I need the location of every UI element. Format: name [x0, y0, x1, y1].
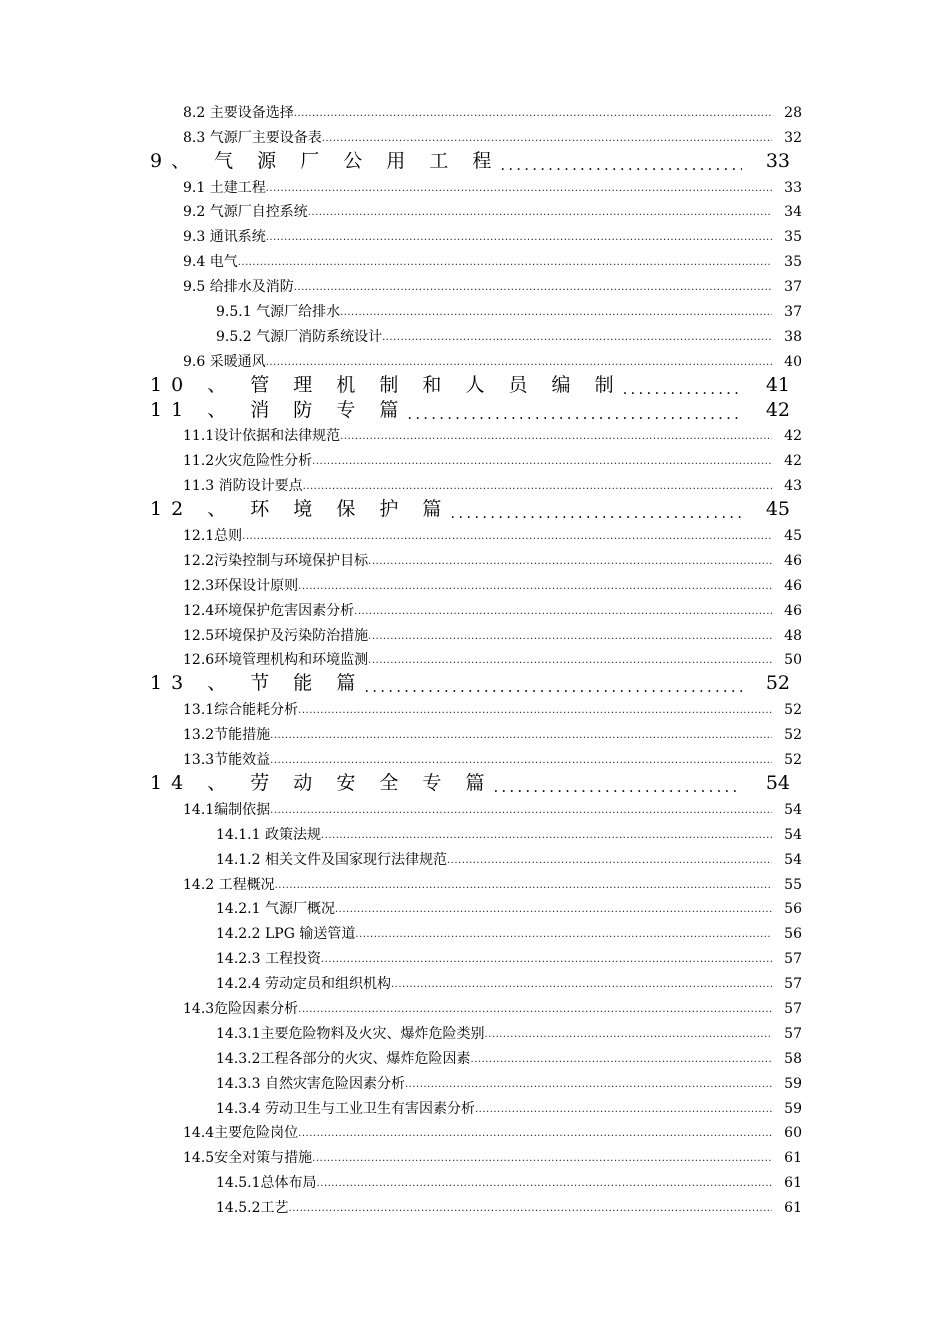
toc-entry [0, 547, 950, 572]
toc-entry-page-number: 52 [784, 752, 802, 769]
toc-entry [0, 447, 950, 472]
toc-entry [0, 1120, 950, 1145]
toc-entry-title: 9.2 气源厂自控系统 [183, 204, 308, 221]
toc-entry-page-number: 33 [784, 179, 802, 196]
toc-dot-leader [322, 133, 772, 149]
toc-entry [0, 597, 950, 622]
toc-entry-page-number: 45 [765, 498, 790, 521]
toc-dot-leader [321, 954, 772, 970]
toc-entry-title: 14.3.4 劳动卫生与工业卫生有害因素分析 [216, 1100, 475, 1117]
toc-entry [0, 671, 950, 696]
toc-entry-title: 9.5.1 气源厂给排水 [216, 304, 341, 321]
toc-entry-page-number: 54 [784, 801, 802, 818]
toc-entry-page-number: 46 [784, 577, 802, 594]
toc-entry-title: 14.3.1主要危险物料及火灾、爆炸危险类别 [216, 1025, 485, 1042]
toc-dot-leader [475, 1104, 772, 1120]
toc-entry-title: 14 、 劳 动 安 全 专 篇 [150, 771, 494, 794]
toc-entry-page-number: 46 [784, 602, 802, 619]
toc-dot-leader [266, 183, 772, 199]
toc-entry-title: 9.5.2 气源厂消防系统设计 [216, 328, 383, 345]
toc-entry-title: 9.6 采暖通风 [183, 353, 266, 370]
toc-entry [0, 771, 950, 796]
toc-entry [0, 746, 950, 771]
toc-entry [0, 1095, 950, 1120]
toc-dot-leader [447, 855, 772, 871]
toc-entry-page-number: 59 [784, 1075, 802, 1092]
toc-dot-leader [298, 1004, 772, 1020]
toc-dot-leader [368, 655, 772, 671]
toc-entry [0, 1045, 950, 1070]
table-of-contents [0, 99, 950, 1219]
toc-entry-page-number: 48 [784, 627, 802, 644]
toc-dot-leader [238, 257, 772, 273]
toc-entry-title: 14.5.2工艺 [216, 1200, 289, 1217]
toc-dot-leader [312, 1153, 772, 1169]
toc-entry-page-number: 42 [765, 398, 790, 421]
toc-entry-page-number: 54 [784, 826, 802, 843]
toc-dot-leader [242, 531, 772, 547]
toc-entry [0, 199, 950, 224]
toc-entry-title: 12.2污染控制与环境保护目标 [183, 552, 369, 569]
toc-entry [0, 622, 950, 647]
toc-entry-page-number: 45 [784, 528, 802, 545]
toc-entry [0, 223, 950, 248]
toc-entry-page-number: 57 [784, 976, 802, 993]
toc-dot-leader [294, 282, 772, 298]
toc-dot-leader [623, 383, 742, 398]
toc-dot-leader [368, 556, 772, 572]
toc-entry [0, 970, 950, 995]
toc-entry [0, 920, 950, 945]
toc-entry-title: 12 、 环 境 保 护 篇 [150, 498, 451, 521]
toc-entry [0, 871, 950, 896]
toc-entry [0, 696, 950, 721]
toc-dot-leader [407, 408, 742, 423]
toc-entry [0, 647, 950, 672]
toc-entry [0, 174, 950, 199]
toc-entry-page-number: 33 [765, 149, 790, 172]
toc-entry [0, 423, 950, 448]
toc-dot-leader [298, 705, 772, 721]
toc-dot-leader [355, 929, 772, 945]
toc-dot-leader [270, 730, 772, 746]
toc-dot-leader [312, 456, 772, 472]
toc-entry [0, 348, 950, 373]
toc-entry [0, 1070, 950, 1095]
toc-entry [0, 398, 950, 423]
toc-entry-page-number: 54 [765, 771, 790, 794]
toc-dot-leader [275, 880, 772, 896]
toc-entry-title: 14.3.3 自然灾害危险因素分析 [216, 1075, 405, 1092]
toc-entry-page-number: 57 [784, 1025, 802, 1042]
toc-entry [0, 124, 950, 149]
toc-entry [0, 522, 950, 547]
toc-entry-page-number: 52 [784, 727, 802, 744]
toc-dot-leader [471, 1054, 772, 1070]
toc-entry-page-number: 55 [784, 876, 802, 893]
toc-dot-leader [266, 357, 772, 373]
toc-entry-page-number: 42 [784, 453, 802, 470]
toc-entry-title: 13.3节能效益 [183, 752, 271, 769]
toc-entry-title: 8.3 气源厂主要设备表 [183, 129, 322, 146]
toc-entry [0, 99, 950, 124]
toc-dot-leader [450, 507, 742, 522]
toc-dot-leader [485, 1029, 772, 1045]
toc-entry-title: 14.1编制依据 [183, 801, 271, 818]
toc-entry-title: 12.3环保设计原则 [183, 577, 299, 594]
toc-entry [0, 821, 950, 846]
toc-entry-page-number: 61 [784, 1200, 802, 1217]
toc-entry [0, 298, 950, 323]
toc-dot-leader [382, 332, 772, 348]
toc-entry-title: 14.2 工程概况 [183, 876, 275, 893]
toc-dot-leader [266, 232, 772, 248]
toc-entry-page-number: 54 [784, 851, 802, 868]
toc-dot-leader [340, 307, 772, 323]
toc-dot-leader [500, 159, 742, 174]
toc-entry [0, 796, 950, 821]
toc-entry-page-number: 58 [784, 1050, 802, 1067]
toc-dot-leader [354, 606, 772, 622]
toc-dot-leader [270, 755, 772, 771]
toc-entry-title: 11.3 消防设计要点 [183, 478, 303, 495]
toc-entry-page-number: 61 [784, 1175, 802, 1192]
toc-entry-page-number: 57 [784, 951, 802, 968]
toc-entry [0, 273, 950, 298]
toc-dot-leader [340, 431, 772, 447]
toc-dot-leader [317, 1178, 772, 1194]
toc-entry-title: 12.4环境保护危害因素分析 [183, 602, 355, 619]
toc-entry [0, 1194, 950, 1219]
toc-entry-title: 14.2.4 劳动定员和组织机构 [216, 976, 391, 993]
toc-entry-title: 14.3.2工程各部分的火灾、爆炸危险因素 [216, 1050, 471, 1067]
toc-entry [0, 149, 950, 174]
toc-entry-page-number: 37 [784, 279, 802, 296]
toc-dot-leader [298, 581, 772, 597]
toc-entry-title: 13 、 节 能 篇 [150, 672, 365, 695]
toc-entry-page-number: 46 [784, 552, 802, 569]
toc-entry-page-number: 56 [784, 901, 802, 918]
toc-entry-page-number: 34 [784, 204, 802, 221]
toc-entry-title: 14.4主要危险岗位 [183, 1125, 299, 1142]
toc-entry-title: 9、 气 源 厂 公 用 工 程 [150, 149, 501, 172]
toc-dot-leader [294, 108, 772, 124]
toc-entry-title: 12.1总则 [183, 528, 243, 545]
toc-entry-title: 9.5 给排水及消防 [183, 279, 294, 296]
toc-entry-page-number: 38 [784, 328, 802, 345]
toc-entry-page-number: 42 [784, 428, 802, 445]
toc-entry [0, 572, 950, 597]
toc-entry [0, 721, 950, 746]
toc-entry-title: 14.2.3 工程投资 [216, 951, 321, 968]
toc-entry-title: 12.6环境管理机构和环境监测 [183, 652, 369, 669]
toc-entry [0, 472, 950, 497]
toc-entry [0, 995, 950, 1020]
toc-entry-page-number: 52 [784, 702, 802, 719]
toc-entry-title: 11 、 消 防 专 篇 [150, 398, 408, 421]
toc-entry-title: 12.5环境保护及污染防治措施 [183, 627, 369, 644]
toc-entry-title: 14.2.1 气源厂概况 [216, 901, 335, 918]
toc-entry-title: 11.1设计依据和法律规范 [183, 428, 341, 445]
toc-entry-page-number: 37 [784, 304, 802, 321]
toc-dot-leader [364, 681, 742, 696]
toc-entry-title: 14.1.1 政策法规 [216, 826, 321, 843]
toc-entry-title: 14.5安全对策与措施 [183, 1150, 313, 1167]
toc-entry-page-number: 28 [784, 104, 802, 121]
toc-entry-title: 9.1 土建工程 [183, 179, 266, 196]
toc-entry [0, 497, 950, 522]
toc-entry-title: 11.2火灾危险性分析 [183, 453, 313, 470]
toc-entry-page-number: 40 [784, 353, 802, 370]
toc-dot-leader [270, 805, 772, 821]
toc-entry [0, 846, 950, 871]
toc-entry-page-number: 43 [784, 478, 802, 495]
toc-dot-leader [405, 1079, 772, 1095]
toc-dot-leader [493, 781, 742, 796]
toc-dot-leader [391, 979, 772, 995]
toc-entry-page-number: 50 [784, 652, 802, 669]
toc-dot-leader [298, 1128, 772, 1144]
toc-entry [0, 248, 950, 273]
toc-entry-page-number: 35 [784, 254, 802, 271]
toc-entry-title: 9.3 通讯系统 [183, 229, 266, 246]
toc-entry-page-number: 57 [784, 1000, 802, 1017]
toc-entry-title: 8.2 主要设备选择 [183, 104, 294, 121]
toc-entry [0, 373, 950, 398]
toc-entry-title: 13.1综合能耗分析 [183, 702, 299, 719]
toc-entry [0, 1144, 950, 1169]
toc-entry [0, 323, 950, 348]
toc-dot-leader [308, 207, 772, 223]
toc-entry-page-number: 59 [784, 1100, 802, 1117]
toc-dot-leader [335, 904, 772, 920]
toc-entry [0, 1020, 950, 1045]
toc-entry [0, 896, 950, 921]
toc-entry-title: 13.2节能措施 [183, 727, 271, 744]
toc-dot-leader [289, 1203, 772, 1219]
toc-entry-title: 9.4 电气 [183, 254, 238, 271]
toc-entry-title: 14.1.2 相关文件及国家现行法律规范 [216, 851, 447, 868]
toc-entry-page-number: 32 [784, 129, 802, 146]
toc-entry-title: 14.3危险因素分析 [183, 1000, 299, 1017]
toc-entry [0, 1169, 950, 1194]
toc-entry-page-number: 56 [784, 926, 802, 943]
toc-entry-page-number: 41 [765, 373, 790, 396]
toc-entry [0, 945, 950, 970]
toc-entry-title: 14.2.2 LPG 输送管道 [216, 926, 356, 943]
toc-dot-leader [368, 631, 772, 647]
toc-entry-title: 10 、 管 理 机 制 和 人 员 编 制 [150, 373, 623, 396]
toc-entry-title: 14.5.1总体布局 [216, 1175, 317, 1192]
toc-entry-page-number: 61 [784, 1150, 802, 1167]
toc-entry-page-number: 60 [784, 1125, 802, 1142]
toc-dot-leader [303, 481, 772, 497]
toc-entry-page-number: 52 [765, 672, 790, 695]
toc-entry-page-number: 35 [784, 229, 802, 246]
toc-dot-leader [321, 830, 772, 846]
